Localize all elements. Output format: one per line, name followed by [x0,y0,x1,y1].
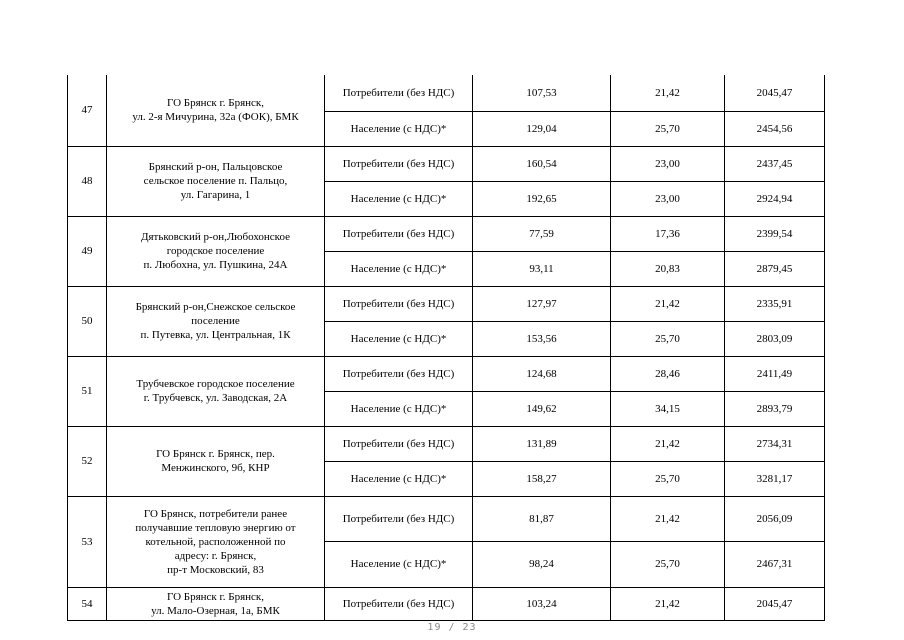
tariff-value-cell: 3281,17 [725,461,825,496]
table-row [68,496,825,541]
tariff-value-cell: 25,70 [611,541,725,587]
consumer-category-cell: Население (с НДС)* [325,321,473,356]
tariff-value-cell: 25,70 [611,321,725,356]
tariff-value-cell: 149,62 [473,391,611,426]
tariff-value-cell: 127,97 [473,286,611,321]
tariff-value-cell: 21,42 [611,587,725,620]
tariff-value-cell: 124,68 [473,356,611,391]
tariff-value-cell: 2879,45 [725,251,825,286]
row-number-cell: 49 [68,216,107,286]
tariff-value-cell: 2399,54 [725,216,825,251]
tariff-value-cell: 21,42 [611,426,725,461]
consumer-category-cell: Потребители (без НДС) [325,356,473,391]
consumer-category-cell: Население (с НДС)* [325,181,473,216]
tariff-value-cell: 2045,47 [725,587,825,620]
tariff-value-cell: 2924,94 [725,181,825,216]
address-cell: Трубчевское городское поселение г. Трубчевск, ул. Заводская, 2А [107,356,325,426]
tariff-value-cell: 103,24 [473,587,611,620]
row-number-cell: 48 [68,146,107,216]
tariff-value-cell: 2335,91 [725,286,825,321]
tariff-value-cell: 2045,47 [725,75,825,111]
tariff-value-cell: 2734,31 [725,426,825,461]
tariff-value-cell: 34,15 [611,391,725,426]
tariff-value-cell: 158,27 [473,461,611,496]
table-row [68,587,825,620]
consumer-category-cell: Потребители (без НДС) [325,75,473,111]
tariff-table [67,75,825,621]
row-number-cell: 53 [68,496,107,587]
tariff-value-cell: 23,00 [611,181,725,216]
tariff-value-cell: 192,65 [473,181,611,216]
row-number-cell: 52 [68,426,107,496]
tariff-value-cell: 153,56 [473,321,611,356]
consumer-category-cell: Потребители (без НДС) [325,496,473,541]
address-cell: Дятьковский р-он,Любохонское городское поселение п. Любохна, ул. Пушкина, 24А [107,216,325,286]
tariff-value-cell: 77,59 [473,216,611,251]
tariff-value-cell: 21,42 [611,286,725,321]
consumer-category-cell: Население (с НДС)* [325,391,473,426]
address-cell: Брянский р-он, Пальцовское сельское поселение п. Пальцо, ул. Гагарина, 1 [107,146,325,216]
tariff-value-cell: 28,46 [611,356,725,391]
tariff-value-cell: 25,70 [611,111,725,146]
tariff-value-cell: 98,24 [473,541,611,587]
tariff-value-cell: 2454,56 [725,111,825,146]
tariff-value-cell: 2411,49 [725,356,825,391]
consumer-category-cell: Потребители (без НДС) [325,426,473,461]
row-number-cell: 50 [68,286,107,356]
consumer-category-cell: Население (с НДС)* [325,461,473,496]
tariff-value-cell: 21,42 [611,75,725,111]
tariff-value-cell: 23,00 [611,146,725,181]
table-row [68,146,825,181]
tariff-value-cell: 17,36 [611,216,725,251]
page-indicator: 19 / 23 [427,622,477,633]
tariff-value-cell: 107,53 [473,75,611,111]
address-cell: ГО Брянск, потребители ранее получавшие тепловую энергию от котельной, расположенной по адресу: г. Брянск, пр-т Московский, 83 [107,496,325,587]
tariff-value-cell: 2893,79 [725,391,825,426]
tariff-value-cell: 160,54 [473,146,611,181]
address-cell: ГО Брянск г. Брянск, пер. Менжинского, 9б, КНР [107,426,325,496]
row-number-cell: 51 [68,356,107,426]
address-cell: Брянский р-он,Снежское сельское поселение п. Путевка, ул. Центральная, 1К [107,286,325,356]
consumer-category-cell: Потребители (без НДС) [325,146,473,181]
tariff-value-cell: 20,83 [611,251,725,286]
tariff-value-cell: 81,87 [473,496,611,541]
tariff-value-cell: 93,11 [473,251,611,286]
table-row [68,286,825,321]
tariff-value-cell: 2803,09 [725,321,825,356]
tariff-value-cell: 2437,45 [725,146,825,181]
tariff-value-cell: 2467,31 [725,541,825,587]
table-row [68,75,825,111]
table-row [68,216,825,251]
address-cell: ГО Брянск г. Брянск, ул. Мало-Озерная, 1а, БМК [107,587,325,620]
table-row [68,356,825,391]
address-cell: ГО Брянск г. Брянск, ул. 2-я Мичурина, 32а (ФОК), БМК [107,75,325,146]
tariff-value-cell: 25,70 [611,461,725,496]
consumer-category-cell: Население (с НДС)* [325,541,473,587]
tariff-value-cell: 131,89 [473,426,611,461]
row-number-cell: 54 [68,587,107,620]
consumer-category-cell: Потребители (без НДС) [325,216,473,251]
tariff-value-cell: 21,42 [611,496,725,541]
consumer-category-cell: Население (с НДС)* [325,251,473,286]
tariff-value-cell: 129,04 [473,111,611,146]
row-number-cell: 47 [68,75,107,146]
table-row [68,426,825,461]
tariff-value-cell: 2056,09 [725,496,825,541]
consumer-category-cell: Население (с НДС)* [325,111,473,146]
consumer-category-cell: Потребители (без НДС) [325,286,473,321]
consumer-category-cell: Потребители (без НДС) [325,587,473,620]
